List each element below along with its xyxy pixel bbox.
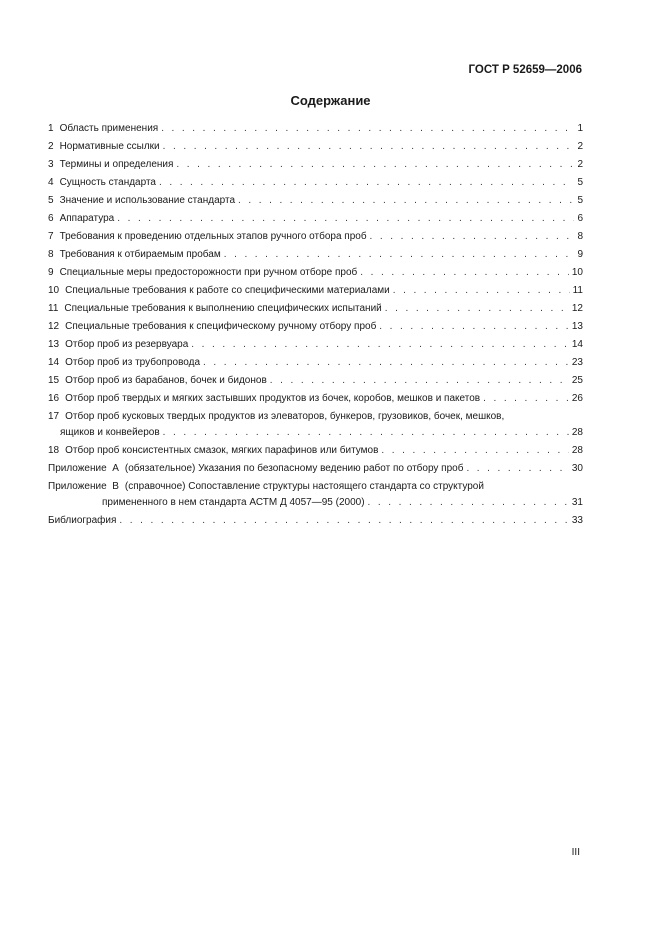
- toc-entry[interactable]: [48, 355, 583, 371]
- dot-leader: [483, 391, 569, 407]
- toc-entry[interactable]: [48, 513, 583, 529]
- toc-entry-page: 6: [577, 213, 583, 224]
- toc-entry-page: 12: [571, 303, 583, 314]
- dot-leader: [393, 283, 570, 299]
- toc-entry-number: 8: [48, 249, 54, 260]
- page-number: III: [571, 847, 580, 858]
- toc-entry-title: Требования к проведению отдельных этапов ручного отбора проб: [59, 231, 367, 242]
- toc-entry-number: 9: [48, 267, 54, 278]
- dot-leader: [238, 193, 574, 209]
- toc-entry[interactable]: [48, 337, 583, 353]
- toc-entry[interactable]: [48, 121, 583, 137]
- toc-entry[interactable]: [48, 211, 583, 227]
- dot-leader: [385, 301, 569, 317]
- toc-entry[interactable]: [48, 409, 583, 441]
- toc-entry-title: (справочное) Сопоставление структуры настоящего стандарта со структурой: [124, 481, 484, 492]
- toc-entry-title: Отбор проб из трубопровода: [65, 357, 201, 368]
- toc-entry[interactable]: [48, 229, 583, 245]
- dot-leader: [176, 157, 574, 173]
- toc-entry-title: Специальные требования к специфическому ручному отбору проб: [65, 321, 377, 332]
- toc-entry-number: 4: [48, 177, 54, 188]
- toc-entry[interactable]: [48, 283, 583, 299]
- toc-entry-title: Библиография: [48, 515, 117, 526]
- toc-entry-number: 6: [48, 213, 54, 224]
- dot-leader: [370, 229, 575, 245]
- toc-entry-number: 15: [48, 375, 60, 386]
- toc-entry-number: 7: [48, 231, 54, 242]
- dot-leader: [159, 175, 574, 191]
- toc-entry-page: 30: [571, 463, 583, 474]
- dot-leader: [191, 337, 569, 353]
- dot-leader: [163, 425, 569, 441]
- toc-entry-title: Отбор проб консистентных смазок, мягких парафинов или битумов: [65, 445, 379, 456]
- toc-entry-page: 5: [577, 195, 583, 206]
- toc-entry[interactable]: [48, 373, 583, 389]
- toc-entry-title: Отбор проб твердых и мягких застывших продуктов из бочек, коробов, мешков и пакетов: [65, 393, 481, 404]
- document-code: ГОСТ Р 52659—2006: [468, 64, 582, 76]
- toc-entry-title: Отбор проб из резервуара: [65, 339, 189, 350]
- dot-leader: [203, 355, 569, 371]
- dot-leader: [379, 319, 569, 335]
- dot-leader: [117, 211, 574, 227]
- toc-entry[interactable]: [48, 443, 583, 459]
- table-of-contents: [48, 121, 583, 531]
- toc-entry-page: 11: [572, 285, 583, 296]
- toc-entry-title-continued: ящиков и конвейеров: [60, 427, 160, 438]
- toc-entry-page: 25: [571, 375, 583, 386]
- toc-entry-page: 1: [577, 123, 583, 134]
- toc-entry-title: Специальные требования к выполнению специфических испытаний: [64, 303, 382, 314]
- toc-entry-number: 13: [48, 339, 60, 350]
- dot-leader: [161, 121, 574, 137]
- toc-entry-number: 10: [48, 285, 60, 296]
- toc-entry-number: 18: [48, 445, 60, 456]
- toc-entry-title: Область применения: [59, 123, 159, 134]
- toc-entry-page: 10: [571, 267, 583, 278]
- toc-entry-page: 9: [577, 249, 583, 260]
- toc-entry-page: 28: [571, 427, 583, 438]
- toc-entry-number: Приложение А: [48, 463, 119, 474]
- dot-leader: [119, 513, 568, 529]
- toc-entry-number: 2: [48, 141, 54, 152]
- dot-leader: [224, 247, 575, 263]
- toc-entry-page: 14: [571, 339, 583, 350]
- toc-entry-page: 23: [571, 357, 583, 368]
- dot-leader: [368, 495, 569, 511]
- toc-entry-page: 28: [571, 445, 583, 456]
- dot-leader: [381, 443, 568, 459]
- toc-entry[interactable]: [48, 301, 583, 317]
- toc-entry-title: (обязательное) Указания по безопасному ведению работ по отбору проб: [124, 463, 464, 474]
- toc-entry-number: 17: [48, 411, 60, 422]
- dot-leader: [270, 373, 569, 389]
- toc-entry[interactable]: [48, 247, 583, 263]
- toc-entry-title: Специальные меры предосторожности при ручном отборе проб: [59, 267, 358, 278]
- toc-entry[interactable]: [48, 175, 583, 191]
- toc-entry-title: Специальные требования к работе со специфическими материалами: [65, 285, 390, 296]
- toc-entry[interactable]: [48, 319, 583, 335]
- toc-entry[interactable]: [48, 479, 583, 511]
- toc-entry-title: Сущность стандарта: [59, 177, 156, 188]
- toc-entry-title: Отбор проб кусковых твердых продуктов из элеваторов, бункеров, грузовиков, бочек, мешков,: [65, 411, 505, 422]
- toc-entry-title-continued: примененного в нем стандарта АСТМ Д 4057—95 (2000): [102, 497, 365, 508]
- toc-entry-page: 5: [577, 177, 583, 188]
- toc-entry-title: Требования к отбираемым пробам: [59, 249, 221, 260]
- toc-entry-page: 33: [571, 515, 583, 526]
- toc-entry-title: Значение и использование стандарта: [59, 195, 236, 206]
- toc-entry-page: 31: [571, 497, 583, 508]
- toc-entry[interactable]: [48, 391, 583, 407]
- dot-leader: [163, 139, 575, 155]
- toc-entry-number: 11: [48, 303, 59, 314]
- toc-entry-title: Нормативные ссылки: [59, 141, 160, 152]
- toc-entry[interactable]: [48, 265, 583, 281]
- toc-entry-title: Отбор проб из барабанов, бочек и бидонов: [65, 375, 267, 386]
- toc-entry-number: 14: [48, 357, 60, 368]
- toc-entry-number: 5: [48, 195, 54, 206]
- toc-entry-page: 2: [577, 159, 583, 170]
- page-title: Содержание: [290, 93, 371, 108]
- toc-entry-page: 2: [577, 141, 583, 152]
- toc-entry[interactable]: [48, 193, 583, 209]
- toc-entry-page: 13: [571, 321, 583, 332]
- toc-entry-number: 3: [48, 159, 54, 170]
- toc-entry-number: 12: [48, 321, 60, 332]
- toc-entry-page: 26: [571, 393, 583, 404]
- toc-entry-title: Аппаратура: [59, 213, 115, 224]
- toc-entry-number: 1: [48, 123, 54, 134]
- toc-entry-title: Термины и определения: [59, 159, 174, 170]
- dot-leader: [360, 265, 569, 281]
- toc-entry-number: 16: [48, 393, 60, 404]
- toc-entry[interactable]: [48, 157, 583, 173]
- toc-entry[interactable]: [48, 461, 583, 477]
- toc-entry-number: Приложение В: [48, 481, 119, 492]
- toc-entry-page: 8: [577, 231, 583, 242]
- toc-entry[interactable]: [48, 139, 583, 155]
- dot-leader: [466, 461, 568, 477]
